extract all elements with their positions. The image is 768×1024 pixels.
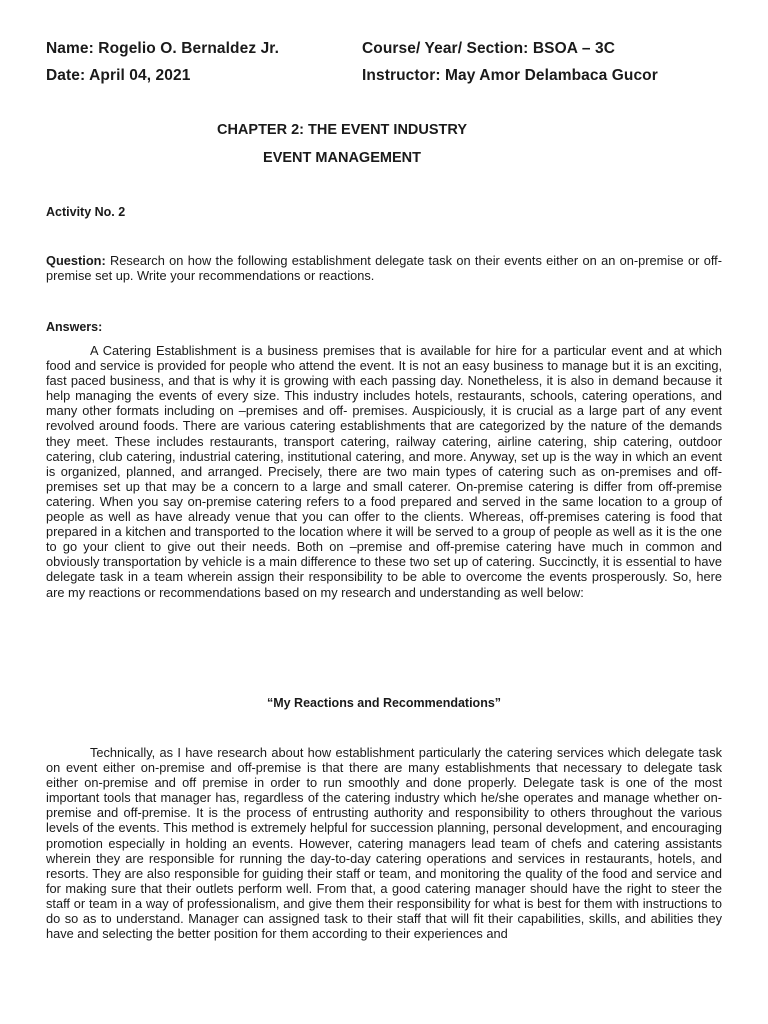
answer-paragraph-1: A Catering Establishment is a business premises that is available for hire for a particular event and at which food and service is provided for people who attend the event. It is not an easy business to manage but it is an exciting, fast paced business, and that is why it is growing with each passing day. Nonetheless, it is also in demand because it help managing the events of every size. This industry includes hotels, restaurants, schools, catering operations, and many other formats including on –premises and off- premises. Auspiciously, it is crucial as a large part of any event revolved around foods. There are various catering establishments that are categorized by the nature of the demands they meet. These includes restaurants, transport catering, railway catering, airline catering, ship catering, outdoor catering, club catering, industrial catering, institutional catering, and more. Anyway, set up is the way in which an event is organized, planned, and arranged. Precisely, there are two main types of catering such as on-premises and off-premises set up that may be a concern to a large and small caterer. On-premise catering is differ from off-premise catering. When you say on-premise catering refers to a food prepared and served in the same location to a group of people as well as have already venue that you can offer to the clients. Whereas, off-premises catering is food that prepared in a kitchen and transported to the location where it will be served to a group of people as well as it is the one to go your client to give out their needs. Both on –premise and off-premise catering have much in common and obviously transportation by vehicle is a main difference to these two set up of catering. Succinctly, it is essential to have delegate task in a team wherein assign their responsibility to be able to overcome the events prosperously. So, here are my reactions or recommendations based on my research and understanding as well below: [46, 343, 722, 600]
student-name: Name: Rogelio O. Bernaldez Jr. [46, 40, 279, 57]
submission-date: Date: April 04, 2021 [46, 67, 191, 84]
question-block [46, 253, 722, 283]
question-label: Question: [46, 253, 106, 268]
answers-label: Answers: [46, 320, 103, 334]
chapter-title: CHAPTER 2: THE EVENT INDUSTRY [216, 122, 467, 138]
answer-paragraph-2: Technically, as I have research about how establishment particularly the catering services which delegate task on event either on-premise and off-premise is that there are many establishments that necessary to delegate task either on-premise and off premise in order to run smoothly and done properly. Delegate task is one of the most important tools that manager has, regardless of the catering industry which he/she operates and manage whether on-premise and off-premise. It is the process of entrusting authority and responsibility to others throughout the various levels of the events. This method is extremely helpful for succession planning, personal development, and encouraging promotion especially in holding an events. However, catering managers lead team of chefs and catering assistants wherein they are responsible for running the day-to-day catering operations and services in restaurants, hotels, and resorts. They are also responsible for guiding their staff or team, and monitoring the quality of the food and service and for making sure that their outlets perform well. From that, a good catering manager should have the right to steer the staff or team in a way of professionalism, and give them their responsibility for what is best for them with instructions to do so as to understand. Manager can assigned task to their staff that will fit their capabilities, skills, and abilities they have and selecting the better position for them according to their experiences and [46, 745, 722, 942]
activity-label: Activity No. 2 [46, 205, 126, 219]
document-subtitle: EVENT MANAGEMENT [263, 150, 421, 166]
question-text: Research on how the following establishment delegate task on their events either on an on-premise or off-premise set up. Write your recommendations or reactions. [46, 253, 722, 284]
course-year-section: Course/ Year/ Section: BSOA – 3C [362, 40, 616, 57]
instructor-name: Instructor: May Amor Delambaca Gucor [362, 67, 658, 84]
reactions-heading: “My Reactions and Recommendations” [266, 696, 502, 710]
